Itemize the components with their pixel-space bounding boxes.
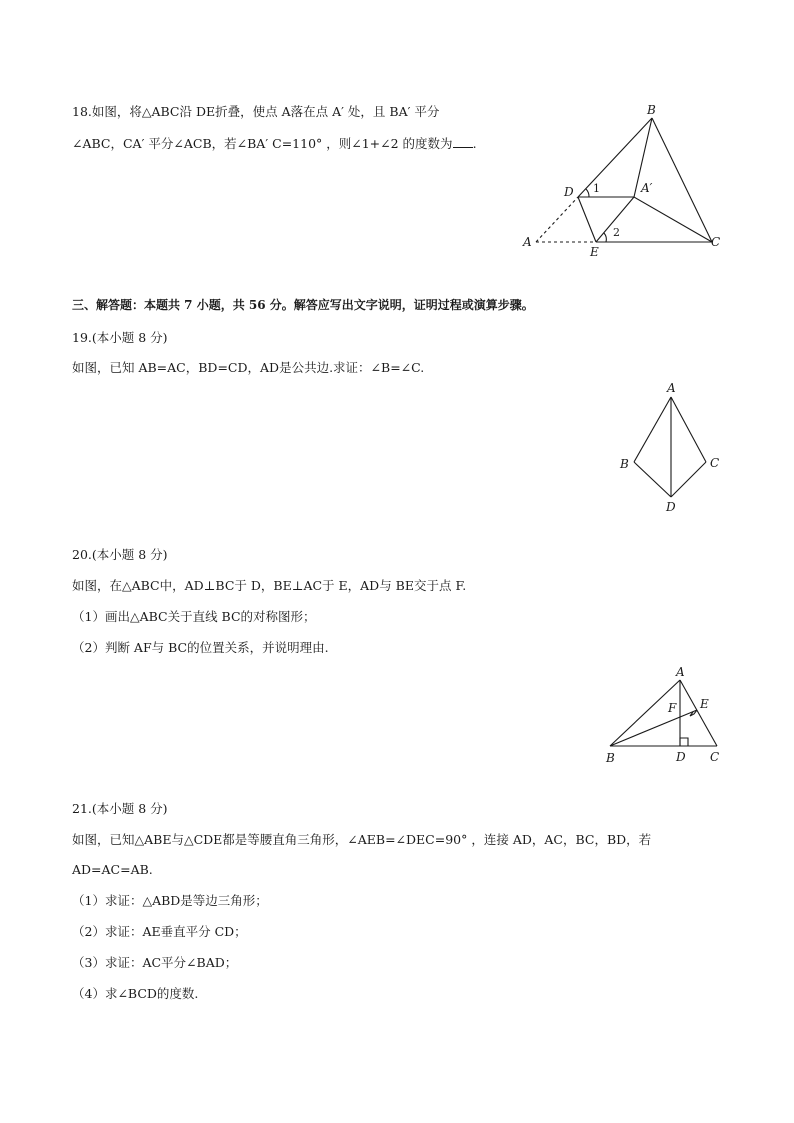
q19-label-C: C bbox=[710, 456, 720, 470]
q18-text-line1: 18.如图，将△ABC沿 DE折叠，使点 A落在点 A′ 处，且 BA′ 平分 bbox=[72, 104, 440, 119]
q18-angle-label-2: 2 bbox=[613, 226, 620, 239]
q20-label-D: D bbox=[676, 750, 686, 764]
answer-blank bbox=[453, 136, 473, 148]
q20-label-E: E bbox=[700, 697, 709, 711]
q18-label-A-prime: A′ bbox=[641, 181, 653, 195]
q21-part-2: （2）求证：AE垂直平分 CD； bbox=[72, 924, 247, 939]
section3-heading: 三、解答题：本题共 7 小题，共 56 分。解答应写出文字说明，证明过程或演算步骤。 bbox=[72, 298, 534, 312]
q18-text-line2 bbox=[72, 136, 477, 152]
q20-figure bbox=[600, 660, 730, 768]
q18-label-B: B bbox=[647, 103, 656, 117]
q19-title: 19.(本小题 8 分) bbox=[72, 330, 168, 345]
q19-label-D: D bbox=[666, 500, 676, 514]
q19-body: 如图，已知 AB=AC，BD=CD，AD是公共边.求证：∠B=∠C. bbox=[72, 360, 425, 375]
q18-angle-label-1: 1 bbox=[593, 182, 600, 195]
q19-label-A: A bbox=[667, 381, 676, 395]
q21-title: 21.(本小题 8 分) bbox=[72, 801, 168, 816]
q20-label-A: A bbox=[676, 665, 685, 679]
q18-label-C: C bbox=[711, 235, 721, 249]
q18-text-line2-end: . bbox=[472, 136, 477, 151]
q20-label-F: F bbox=[668, 701, 677, 715]
q18-text-line2-main: ∠ABC，CA′ 平分∠ACB，若∠BA′ C=110° ，则∠1+∠2 的度数为 bbox=[72, 136, 453, 151]
q21-part-4: （4）求∠BCD的度数. bbox=[72, 986, 199, 1001]
q20-label-C: C bbox=[710, 750, 720, 764]
q19-figure bbox=[615, 378, 725, 514]
q18-label-E: E bbox=[590, 245, 599, 259]
q21-part-3: （3）求证：AC平分∠BAD； bbox=[72, 955, 238, 970]
q18-figure bbox=[515, 98, 730, 260]
q21-body-line1: 如图，已知△ABE与△CDE都是等腰直角三角形，∠AEB=∠DEC=90° ，连接 AD，AC，BC，BD，若 bbox=[72, 832, 652, 847]
q20-title: 20.(本小题 8 分) bbox=[72, 547, 168, 562]
q21-body-line2: AD=AC=AB. bbox=[72, 862, 153, 877]
q20-part-2: （2）判断 AF与 BC的位置关系，并说明理由. bbox=[72, 640, 329, 655]
q20-label-B: B bbox=[606, 751, 615, 765]
q18-label-A: A bbox=[523, 235, 532, 249]
q20-body: 如图，在△ABC中，AD⊥BC于 D，BE⊥AC于 E，AD与 BE交于点 F. bbox=[72, 578, 467, 593]
q21-part-1: （1）求证：△ABD是等边三角形； bbox=[72, 893, 268, 908]
q19-label-B: B bbox=[620, 457, 629, 471]
q18-label-D: D bbox=[564, 185, 574, 199]
q20-part-1: （1）画出△ABC关于直线 BC的对称图形； bbox=[72, 609, 316, 624]
